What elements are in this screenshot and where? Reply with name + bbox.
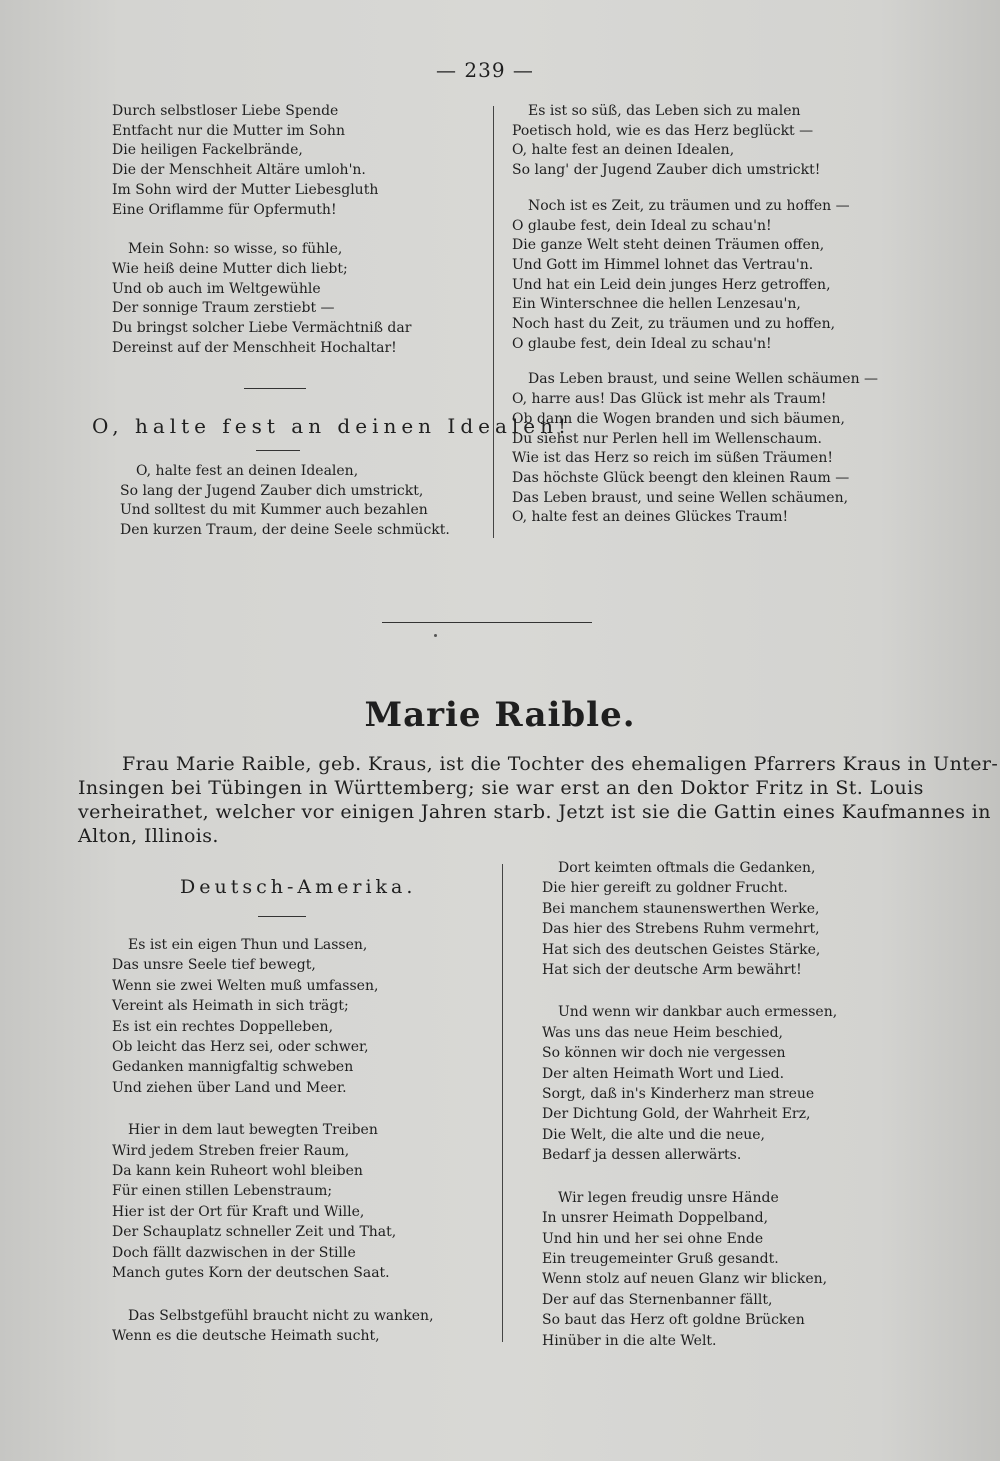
verse-line: Dort keimten oftmals die Gedanken, xyxy=(558,860,816,876)
title-rule xyxy=(258,916,306,917)
verse-line: Und hat ein Leid dein junges Herz getroffen, xyxy=(512,276,831,293)
poem2-right-column xyxy=(512,102,882,544)
verse-line: Wie heiß deine Mutter dich liebt; xyxy=(112,260,348,277)
poem1-continuation xyxy=(112,102,482,378)
verse-line: Ob leicht das Herz sei, oder schwer, xyxy=(112,1039,369,1056)
verse-line: So lang der Jugend Zauber dich umstrickt, xyxy=(120,482,424,499)
stanza xyxy=(542,1002,902,1165)
verse-line: Es ist ein rechtes Doppelleben, xyxy=(112,1018,334,1035)
poem3-right-column xyxy=(542,858,902,1373)
verse-line: Wenn stolz auf neuen Glanz wir blicken, xyxy=(542,1271,828,1288)
verse-line: Die ganze Welt steht deinen Träumen offen, xyxy=(512,237,825,254)
verse-line: Das Leben braust, und seine Wellen schäumen, xyxy=(512,489,849,506)
poem2-right-stanzas xyxy=(512,102,882,528)
stanza xyxy=(112,1120,492,1283)
verse-line: Doch fällt dazwischen in der Stille xyxy=(112,1244,356,1261)
poem3-left-column xyxy=(112,935,492,1368)
verse-line: So können wir doch nie vergessen xyxy=(542,1045,786,1062)
verse-line: So lang' der Jugend Zauber dich umstrickt! xyxy=(512,162,821,179)
intro-line: Frau Marie Raible, geb. Kraus, ist die Tochter des ehemaligen Pfarrers Kraus in Unter- xyxy=(122,753,999,775)
verse-line: Die heiligen Fackelbrände, xyxy=(112,142,303,159)
stanza xyxy=(112,935,492,1098)
verse-line: Und wenn wir dankbar auch ermessen, xyxy=(558,1004,838,1021)
verse-line: Manch gutes Korn der deutschen Saat. xyxy=(112,1265,390,1282)
poem3-left-stanzas xyxy=(112,935,492,1346)
verse-line: Das höchste Glück beengt den kleinen Raum — xyxy=(512,469,850,486)
column-divider-bottom xyxy=(502,864,503,1342)
verse-line: Noch ist es Zeit, zu träumen und zu hoffen — xyxy=(528,197,850,214)
stanza xyxy=(112,1306,492,1347)
verse-line: Noch hast du Zeit, zu träumen und zu hoffen, xyxy=(512,316,836,333)
verse-line: Den kurzen Traum, der deine Seele schmückt. xyxy=(120,522,450,539)
poem2-stanza1-lines xyxy=(120,462,480,541)
verse-line: Sorgt, daß in's Kinderherz man streue xyxy=(542,1086,815,1103)
verse-line: Der Schauplatz schneller Zeit und That, xyxy=(112,1224,397,1241)
column-divider-top xyxy=(493,106,494,538)
verse-line: Durch selbstloser Liebe Spende xyxy=(112,103,339,119)
intro-line: Alton, Illinois. xyxy=(78,825,219,847)
stanza xyxy=(512,370,882,528)
verse-line: Der sonnige Traum zerstiebt — xyxy=(112,300,335,317)
poem2-title: O, halte fest an deinen Idealen! xyxy=(92,414,572,438)
stanza xyxy=(542,1188,902,1351)
verse-line: Das hier des Strebens Ruhm vermehrt, xyxy=(542,921,820,938)
verse-line: O glaube fest, dein Ideal zu schau'n! xyxy=(512,217,772,234)
verse-line: Und solltest du mit Kummer auch bezahlen xyxy=(120,502,428,519)
verse-line: O, halte fest an deinen Idealen, xyxy=(512,142,735,159)
verse-line: Ein treugemeinter Gruß gesandt. xyxy=(542,1250,779,1267)
verse-line: Hat sich der deutsche Arm bewährt! xyxy=(542,962,802,979)
poem-separator-rule xyxy=(244,388,306,389)
poem1-stanzas xyxy=(112,102,482,358)
verse-line: In unsrer Heimath Doppelband, xyxy=(542,1210,769,1227)
intro-line: verheirathet, welcher vor einigen Jahren starb. Jetzt ist sie die Gattin eines Kaufmannes in xyxy=(78,801,991,823)
stanza xyxy=(112,102,482,220)
author-intro xyxy=(78,752,999,848)
stanza xyxy=(120,462,480,541)
verse-line: Wenn sie zwei Welten muß umfassen, xyxy=(112,977,379,994)
verse-line: Die der Menschheit Altäre umloh'n. xyxy=(112,162,366,179)
verse-line: Ob dann die Wogen branden und sich bäumen, xyxy=(512,410,845,427)
verse-line: Du siehst nur Perlen hell im Wellenschaum. xyxy=(512,430,822,447)
verse-line: Für einen stillen Lebenstraum; xyxy=(112,1183,333,1200)
verse-line: Hat sich des deutschen Geistes Stärke, xyxy=(542,941,821,958)
verse-line: Poetisch hold, wie es das Herz beglückt — xyxy=(512,122,814,139)
intro-line: Insingen bei Tübingen in Württemberg; sie war erst an den Doktor Fritz in St. Louis xyxy=(78,777,924,799)
verse-line: Wird jedem Streben freier Raum, xyxy=(112,1142,350,1159)
verse-line: Hier in dem laut bewegten Treiben xyxy=(128,1122,378,1139)
verse-line: Hinüber in die alte Welt. xyxy=(542,1332,717,1349)
author-heading: Marie Raible. xyxy=(364,695,636,735)
verse-line: O glaube fest, dein Ideal zu schau'n! xyxy=(512,335,772,352)
stanza xyxy=(512,197,882,355)
verse-line: Entfacht nur die Mutter im Sohn xyxy=(112,122,345,139)
stanza xyxy=(512,102,882,181)
verse-line: Bei manchem staunenswerthen Werke, xyxy=(542,900,820,917)
verse-line: Mein Sohn: so wisse, so fühle, xyxy=(128,241,343,258)
verse-line: Das unsre Seele tief bewegt, xyxy=(112,957,316,974)
verse-line: O, halte fest an deines Glückes Traum! xyxy=(512,509,789,526)
verse-line: Und ziehen über Land und Meer. xyxy=(112,1079,347,1096)
poem3-title: Deutsch-Amerika. xyxy=(180,876,417,898)
stanza xyxy=(112,240,482,358)
verse-line: Der alten Heimath Wort und Lied. xyxy=(542,1065,785,1082)
verse-line: Es ist so süß, das Leben sich zu malen xyxy=(528,103,801,119)
verse-line: Und ob auch im Weltgewühle xyxy=(112,280,321,297)
verse-line: Die Welt, die alte und die neue, xyxy=(542,1126,766,1143)
title-rule xyxy=(256,450,300,451)
verse-line: Ein Winterschnee die hellen Lenzesau'n, xyxy=(512,296,801,313)
verse-line: Da kann kein Ruheort wohl bleiben xyxy=(112,1163,363,1180)
verse-line: Gedanken mannigfaltig schweben xyxy=(112,1059,354,1076)
verse-line: Der Dichtung Gold, der Wahrheit Erz, xyxy=(542,1106,811,1123)
verse-line: O, halte fest an deinen Idealen, xyxy=(136,463,359,479)
verse-line: Eine Oriflamme für Opfermuth! xyxy=(112,201,337,218)
section-divider xyxy=(382,622,592,623)
verse-line: Dereinst auf der Menschheit Hochaltar! xyxy=(112,339,397,356)
verse-line: Wenn es die deutsche Heimath sucht, xyxy=(112,1327,380,1344)
verse-line: Wir legen freudig unsre Hände xyxy=(558,1189,779,1206)
verse-line: So baut das Herz oft goldne Brücken xyxy=(542,1312,805,1329)
poem2-stanza1 xyxy=(120,462,480,541)
verse-line: Die hier gereift zu goldner Frucht. xyxy=(542,880,788,897)
verse-line: Der auf das Sternenbanner fällt, xyxy=(542,1291,773,1308)
divider-dot xyxy=(434,634,437,637)
verse-line: Es ist ein eigen Thun und Lassen, xyxy=(128,937,368,953)
verse-line: Hier ist der Ort für Kraft und Wille, xyxy=(112,1203,365,1220)
verse-line: Was uns das neue Heim beschied, xyxy=(542,1024,783,1041)
poem3-right-stanzas xyxy=(542,858,902,1351)
verse-line: Im Sohn wird der Mutter Liebesgluth xyxy=(112,181,379,198)
verse-line: Du bringst solcher Liebe Vermächtniß dar xyxy=(112,320,412,337)
verse-line: Vereint als Heimath in sich trägt; xyxy=(112,998,349,1015)
verse-line: Wie ist das Herz so reich im süßen Träumen! xyxy=(512,450,833,467)
verse-line: Das Selbstgefühl braucht nicht zu wanken, xyxy=(128,1307,434,1324)
verse-line: O, harre aus! Das Glück ist mehr als Traum! xyxy=(512,391,827,408)
verse-line: Und hin und her sei ohne Ende xyxy=(542,1230,764,1247)
page-number: — 239 — xyxy=(436,58,534,82)
verse-line: Bedarf ja dessen allerwärts. xyxy=(542,1147,742,1164)
verse-line: Das Leben braust, und seine Wellen schäumen — xyxy=(528,371,879,388)
stanza xyxy=(542,858,902,980)
verse-line: Und Gott im Himmel lohnet das Vertrau'n. xyxy=(512,256,814,273)
